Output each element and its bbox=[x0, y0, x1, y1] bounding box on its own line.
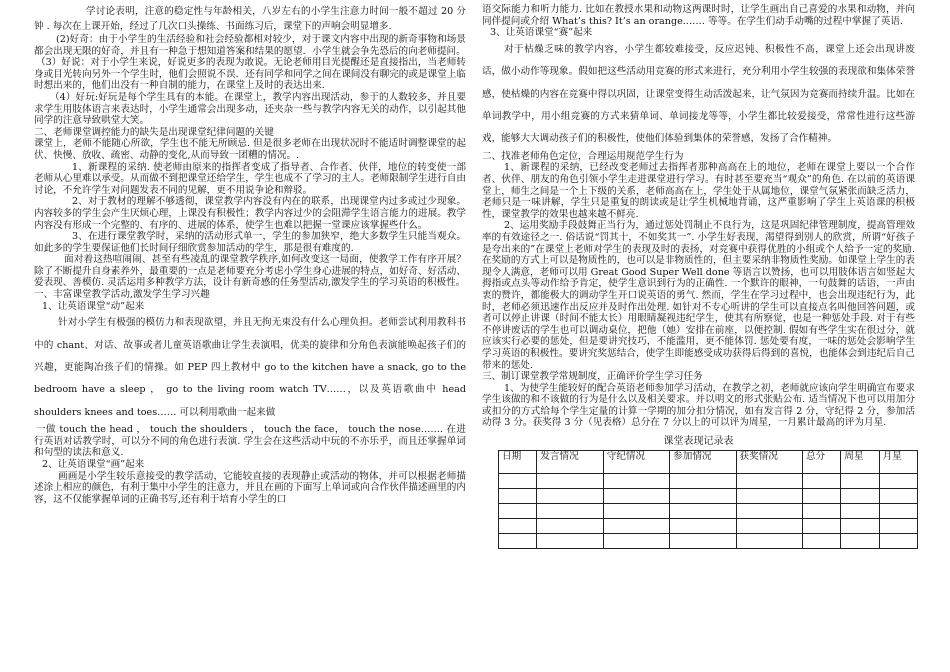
left-paragraph: 二、老师课堂调控能力的缺失是出现课堂纪律问题的关键 bbox=[34, 126, 274, 138]
table-cell bbox=[841, 474, 879, 489]
table-cell bbox=[499, 474, 537, 489]
table-cell bbox=[537, 504, 603, 519]
left-paragraph: 面对着这热喧闹闹、甚至有些凌乱的课堂教学秩序,如何改变这一局面，使教学工作有序开展？除了不断提升自身素养外，最重要的一点是老师要充分考虑小学生身心进展的特点，如好奇、好活动、爱表现、善模仿. 灵活运用多种教学方法，设计有新奇感的任务型活动,激发学生的学习英语的积极性。 bbox=[34, 254, 466, 289]
table-cell bbox=[736, 519, 802, 534]
table-row bbox=[499, 474, 918, 489]
right-paragraph: 三、制订课堂教学常规制度，正确评价学生学习任务 bbox=[482, 371, 703, 383]
table-cell bbox=[879, 504, 917, 519]
table-cell bbox=[802, 474, 840, 489]
table-cell bbox=[537, 474, 603, 489]
table-header-cell: 守纪情况 bbox=[603, 451, 669, 474]
table-cell bbox=[499, 504, 537, 519]
right-paragraph: 1、为使学生能较好的配合英语老师参加学习活动，在教学之初，老师就应该向学生明确宣布要求学生该做的和不该做的行为是什么以及相关要求。并以明文的形式张贴公布. 适当情况下也可以用加分或扣分的方式给每个学生定量的计算一学期的加分扣分情况，如有发言得 2 分，守纪得 2 分，参加活动得 3 分。获奖得 3 分（见表格）总分在 7 分以上的可以评为周星，一月累计最高的评为月星. bbox=[482, 382, 915, 429]
table-cell bbox=[802, 489, 840, 504]
left-paragraph: 一、丰富课堂教学活动,激发学生学习兴趣 bbox=[34, 289, 210, 301]
left-paragraph: 学讨论表明，注意的稳定性与年龄相关，八岁左右的小学生注意力时间一般不超过 20 分钟 . 每次在上课开始，经过了几次口头操练、书面练习后，课堂下的声响会明显增多. bbox=[34, 6, 466, 32]
right-paragraph: 语交际能力和听力能力. 比如在教授水果和动物这两课时时，让学生画出自己喜爱的水果和动物，并向同伴提问或介绍 What’s this? It’s an orange.…… 等等。在学生们动手动嘴的过程中掌握了英语. bbox=[482, 4, 915, 27]
left-paragraph: 课堂上，老师不能随心所欲，学生也不能无所顾忌. 但是很多老师在出现状况时不能适时调整课堂的起伏、快慢、放收、疏密、动静的变化,从而导致一团糟的情况。. bbox=[34, 138, 466, 161]
table-cell bbox=[537, 489, 603, 504]
table-cell bbox=[537, 519, 603, 534]
table-row bbox=[499, 504, 918, 519]
table-cell bbox=[537, 534, 603, 549]
table-header-cell: 月星 bbox=[879, 451, 917, 474]
table-cell bbox=[499, 519, 537, 534]
table-cell bbox=[802, 504, 840, 519]
right-paragraph: 1、新课程的采纳，已经改变老师过去指挥者那种高高在上的地位，老师在课堂上要以一个合作者、伙伴、朋友的角色引领小学生走进课堂进行学习。有时甚至要充当“观众”的角色. 在以前的英语课堂上，师生之间是一个上下级的关系，老师高高在上，学生处于从属地位，课堂气氛紧张而缺乏活力，老师只是一味讲解，学生只是重复的朗读或是让学生机械地背诵，这严重影响了学生上英语课的积极性，课堂教学的效果也越来越不鲜亮. bbox=[482, 162, 915, 220]
left-paragraph: 1、让英语课堂“动”起来 bbox=[42, 300, 145, 312]
table-cell bbox=[499, 534, 537, 549]
table-row bbox=[499, 534, 918, 549]
table-cell bbox=[603, 519, 669, 534]
table-cell bbox=[736, 474, 802, 489]
table-cell bbox=[499, 489, 537, 504]
table-cell bbox=[736, 489, 802, 504]
table-row bbox=[499, 519, 918, 534]
table-cell bbox=[841, 519, 879, 534]
table-cell bbox=[736, 504, 802, 519]
table-cell bbox=[879, 474, 917, 489]
right-column bbox=[482, 4, 915, 549]
left-paragraph: 2、让英语课堂“画”起来 bbox=[42, 459, 145, 471]
table-cell bbox=[879, 534, 917, 549]
table-cell bbox=[841, 504, 879, 519]
table-cell bbox=[603, 474, 669, 489]
table-cell bbox=[802, 534, 840, 549]
left-paragraph: 3、在进行课堂教学时，采纳的活动形式单一，学生的参加狭窄，绝大多数学生只能当观众。如此多的学生要保证他们长时间仔细欣赏参加活动的学生，那是很有难度的. bbox=[34, 231, 466, 254]
table-cell bbox=[841, 534, 879, 549]
table-header-row bbox=[499, 451, 918, 474]
left-paragraph: 一做 touch the head ， touch the shoulders ， touch the face， touch the nose……. 在进行英语对话教学时，可以分不同的角色进行表演. 学生会在这些活动中玩的不亦乐乎，而且还掌握单词和句型的读法和意义. bbox=[34, 424, 466, 459]
table-cell bbox=[841, 489, 879, 504]
table-cell bbox=[670, 504, 736, 519]
table-header-cell: 发言情况 bbox=[537, 451, 603, 474]
table-header-cell: 日期 bbox=[499, 451, 537, 474]
right-paragraph: 二、找准老师角色定位，合理运用规范学生行为 bbox=[482, 150, 684, 162]
table-cell bbox=[670, 489, 736, 504]
table-cell bbox=[879, 519, 917, 534]
table-cell bbox=[603, 504, 669, 519]
left-column bbox=[34, 4, 466, 505]
left-paragraph: （4）好玩:好玩是每个学生具有的本能。在课堂上，教学内容出现活动，参于的人数较多，并且要求学生用肢体语言来表达时，小学生通常会出现多动，还夹杂一些与教学内容无关的动作，以引起其他同学的注意导致哄堂大笑。 bbox=[34, 91, 466, 127]
table-row bbox=[499, 489, 918, 504]
table-header-cell: 获奖情况 bbox=[736, 451, 802, 474]
table-cell bbox=[736, 534, 802, 549]
table-header-cell: 参加情况 bbox=[670, 451, 736, 474]
table-cell bbox=[670, 534, 736, 549]
right-paragraph: 2、运用奖励手段鼓舞正当行为，通过惩处罚制止不良行为，这是巩固纪律管理制度，提高管理效率的有效途径之一. 俗话说“罚其十，不如奖其一”. 小学生好表现，渴望得到别人的欣赏，所谓“好孩子是夸出来的”在课堂上老师对学生的表现及时的表扬，对竞赛中获得优胜的小组或个人给予一定的奖励. 在奖励的方式上可以是物质性的，也可以是非物质性的，但主要采纳非物质性奖励。如课堂上学生的表现令人满意，老师可以用 Great Good Super Well done 等语言以赞扬，也可以用肢体语言如竖起大拇指或点头等动作给予肯定，使学生意识到行为的正确性. 一个默许的眼神，一句鼓舞的话语，一声由衷的赞许，都能极大的调动学生开口说英语的勇气. 然而，学生在学习过程中，也会出现违纪行为，此时，老师必须迅速作出反应并及时作出处理. 如针对不专心听讲的学生可以直接点名叫他回答问题，或者可以停止讲课（时间不能太长）用眼睛凝视违纪学生，使其有所察觉，也是一种惩处手段. 对于有些不停讲废话的学生也可以调动桌位，把他（她）安排在前座，以便控制. 假如有些学生实在很过分，就应该实行必要的惩处，但是要讲究技巧，不能滥用，更不能体罚. 惩处要有度，一味的惩处会影响学生学习英语的积极性。要讲究奖惩结合，使学生即能感受成功获得后得到的喜悦，也能体会到违纪后自己带来的惩处. bbox=[482, 220, 915, 371]
table-cell bbox=[603, 489, 669, 504]
table-cell bbox=[670, 474, 736, 489]
right-paragraph: 对于枯燥乏味的教学内容，小学生都较难接受，反应迟钝、积极性不高，课堂上还会出现讲废话，做小动作等现象。假如把这些活动用竞赛的形式来进行，充分利用小学生较强的表现欲和集体荣誉感，使枯燥的内容在竞赛中得以巩固，让课堂变得生动活泼起来，让气氛因为竞赛而持续升温。比如在单词教学中，用小组竞赛的方式来猜单词、单词接龙等等，小学生都比较爱接受，常常性进行这些游戏，能够大大调动孩子们的积极性，使他们体验到集体的荣誉感，发扬了合作精神。 bbox=[482, 43, 915, 145]
left-paragraph: 1、新课程的采纳. 使老师由原来的指挥者变成了指导者、合作者、伙伴，地位的转变使一部老师从心里难以承受。从而做不到把课堂还给学生，学生也成不了学习的主人。老师限制学生进行自由讨论，不允许学生对问题发表不同的见解，更不用说争论和辩驳。 bbox=[34, 161, 466, 196]
table-cell bbox=[802, 519, 840, 534]
left-paragraph: 针对小学生有极强的模仿力和表现欲望，并且无拘无束没有什么心理负担。老师尝试利用教科书中的 chant、对话、故事或者儿童英语歌曲让学生表演唱，优美的旋律和分角色表演能唤起孩子们的兴趣，更能陶冶孩子们的情操。如 PEP 四上教材中 go to the kitchen have a snack, go to the bedroom have a sleep ， go to the living room watch TV……，以及英语歌曲中 head shoulders knees and toes…… 可以利用歌曲一起来做 bbox=[34, 317, 466, 418]
table-cell bbox=[670, 519, 736, 534]
table-caption: 课堂表现记录表 bbox=[663, 436, 734, 448]
left-paragraph: 2、对于教材的理解不够透彻，课堂教学内容没有内在的联系，出现课堂内过多或过少现象。内容较多的学生会产生厌烦心理，上课没有积极性；教学内容过少的会阻滞学生语言能力的进展。教学内容没有形成一个完整的、有序的、进展的体系，使学生也难以把握一堂课应该掌握些什么。 bbox=[34, 196, 466, 231]
left-paragraph: (2)好奇：由于小学生的生活经验和社会经验都相对较少，对于课文内容中出现的新奇事物和场景都会出现无限的好奇，并且有一种急于想知道答案和结果的愿望．小学生就会争先恐后的向老师提问。 bbox=[34, 34, 466, 57]
right-paragraph: 3、让英语课堂“赛”起来 bbox=[490, 27, 593, 39]
right-paragraphs bbox=[482, 4, 915, 429]
table-cell bbox=[879, 489, 917, 504]
table-header-cell: 总分 bbox=[802, 451, 840, 474]
left-paragraph: （3）好说：对于小学生来说，好说更多的表现为敢说。无论老师用目光提醒还是直接指出，当老师转身或目光转向另外一个学生时，他们会照说不误．还有同学和同学之间在课间没有聊完的或是课堂上临时想出来的，他们出没有一种自制的能力，在课堂上及时的表达出来. bbox=[34, 57, 466, 92]
table-header-cell: 周星 bbox=[841, 451, 879, 474]
record-table bbox=[498, 450, 918, 549]
table-cell bbox=[603, 534, 669, 549]
left-paragraph: 画画是小学生较乐意接受的教学活动，它能较直接的表现静止或活动的物体，并可以根据老师描述涂上相应的颜色，有利于集中小学生的注意力，并且在画的下面写上单词或向合作伙伴描述画里的内容，这不仅能掌握单词的正确书写,还有利于培育小学生的口 bbox=[34, 470, 466, 505]
